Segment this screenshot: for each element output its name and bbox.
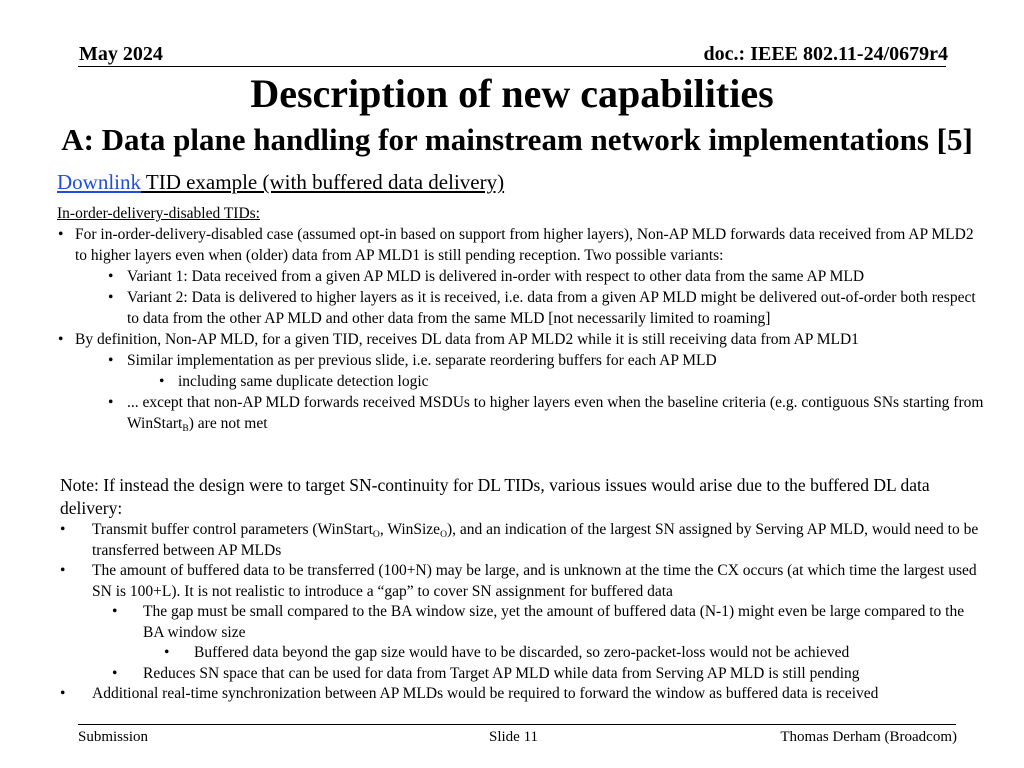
section1-heading: In-order-delivery-disabled TIDs:	[57, 205, 260, 222]
footer-submission: Submission	[78, 729, 149, 745]
header-rule	[78, 66, 946, 67]
bullet-item: • The gap must be small compared to the BA window size, yet the amount of buffered data (N-1) might even be large compared to the BA window size	[112, 603, 965, 641]
footer-author: Thomas Derham (Broadcom)	[780, 729, 957, 745]
bullet-icon: •	[60, 521, 66, 538]
bullet-item: • Buffered data beyond the gap size would have to be discarded, so zero-packet-loss would not be achieved	[60, 643, 980, 664]
bullet-icon: •	[112, 664, 118, 682]
bullet-item: • Additional real-time synchronization between AP MLDs would be required to forward the window as buffered data is received	[60, 684, 980, 705]
footer-rule	[78, 724, 956, 725]
bullet-item: • Variant 2: Data is delivered to higher layers as it is received, i.e. data from a given AP MLD might be delivered out-of-order both respect to data from the other AP MLD and other data from the same MLD [not necessarily limited to roaming]	[108, 289, 976, 327]
bullet-item: • The amount of buffered data to be transferred (100+N) may be large, and is unknown at the time the CX occurs (at which time the largest used SN is 100+L). It is not realistic to introduce a “gap” to cover SN assignment for buffered data	[60, 562, 977, 600]
slide-subtitle: A: Data plane handling for mainstream network implementations [5]	[61, 122, 973, 157]
note-paragraph: Note: If instead the design were to target SN-continuity for DL TIDs, various issues would arise due to the buffered DL data delivery:	[60, 475, 930, 518]
bullet-item: • For in-order-delivery-disabled case (assumed opt-in based on support from higher layers), Non-AP MLD forwards data received from AP MLD2 to higher layers even when (older) data from AP MLD1 is still pending reception. Two possible variants:	[58, 226, 974, 264]
topic-heading	[57, 169, 504, 195]
bullet-item: • Variant 1: Data received from a given AP MLD is delivered in-order with respect to other data from the same AP MLD	[108, 268, 865, 285]
bullet-item: • By definition, Non-AP MLD, for a given TID, receives DL data from AP MLD2 while it is still receiving data from AP MLD1	[58, 331, 859, 348]
bullet-icon: •	[108, 352, 114, 369]
bullet-item: • Reduces SN space that can be used for data from Target AP MLD while data from Serving AP MLD is still pending	[60, 664, 980, 685]
bullet-item: • including same duplicate detection logic	[159, 373, 429, 390]
section-sn-continuity-issues	[60, 520, 980, 705]
header-doc-id: doc.: IEEE 802.11-24/0679r4	[703, 43, 948, 65]
bullet-item: • Transmit buffer control parameters (WinStart$_O$, WinSize$_O$), and an indication of the largest SN assigned by Serving AP MLD, would need to be transferred between AP MLDs	[60, 521, 979, 559]
bullet-icon: •	[60, 685, 66, 702]
bullet-icon: •	[60, 562, 66, 579]
bullet-icon: •	[108, 268, 114, 285]
bullet-item: • ... except that non-AP MLD forwards received MSDUs to higher layers even when the baseline criteria (e.g. contiguous SNs starting from WinStart$_B$) are not met	[108, 394, 984, 434]
bullet-icon: •	[108, 289, 114, 306]
slide-title: Description of new capabilities	[250, 71, 774, 116]
header-date: May 2024	[79, 43, 163, 65]
bullet-item: • Similar implementation as per previous slide, i.e. separate reordering buffers for each AP MLD	[108, 352, 717, 369]
bullet-icon: •	[108, 394, 114, 411]
bullet-icon: •	[159, 373, 165, 390]
downlink-link[interactable]: Downlink	[57, 170, 141, 194]
bullet-icon: •	[112, 603, 118, 620]
bullet-icon: •	[164, 644, 170, 661]
footer-slide-number: Slide 11	[489, 729, 539, 745]
topic-text: TID example (with buffered data delivery)	[141, 170, 505, 194]
bullet-icon: •	[58, 226, 64, 243]
section-in-order-disabled	[57, 203, 987, 434]
bullet-icon: •	[58, 331, 64, 348]
